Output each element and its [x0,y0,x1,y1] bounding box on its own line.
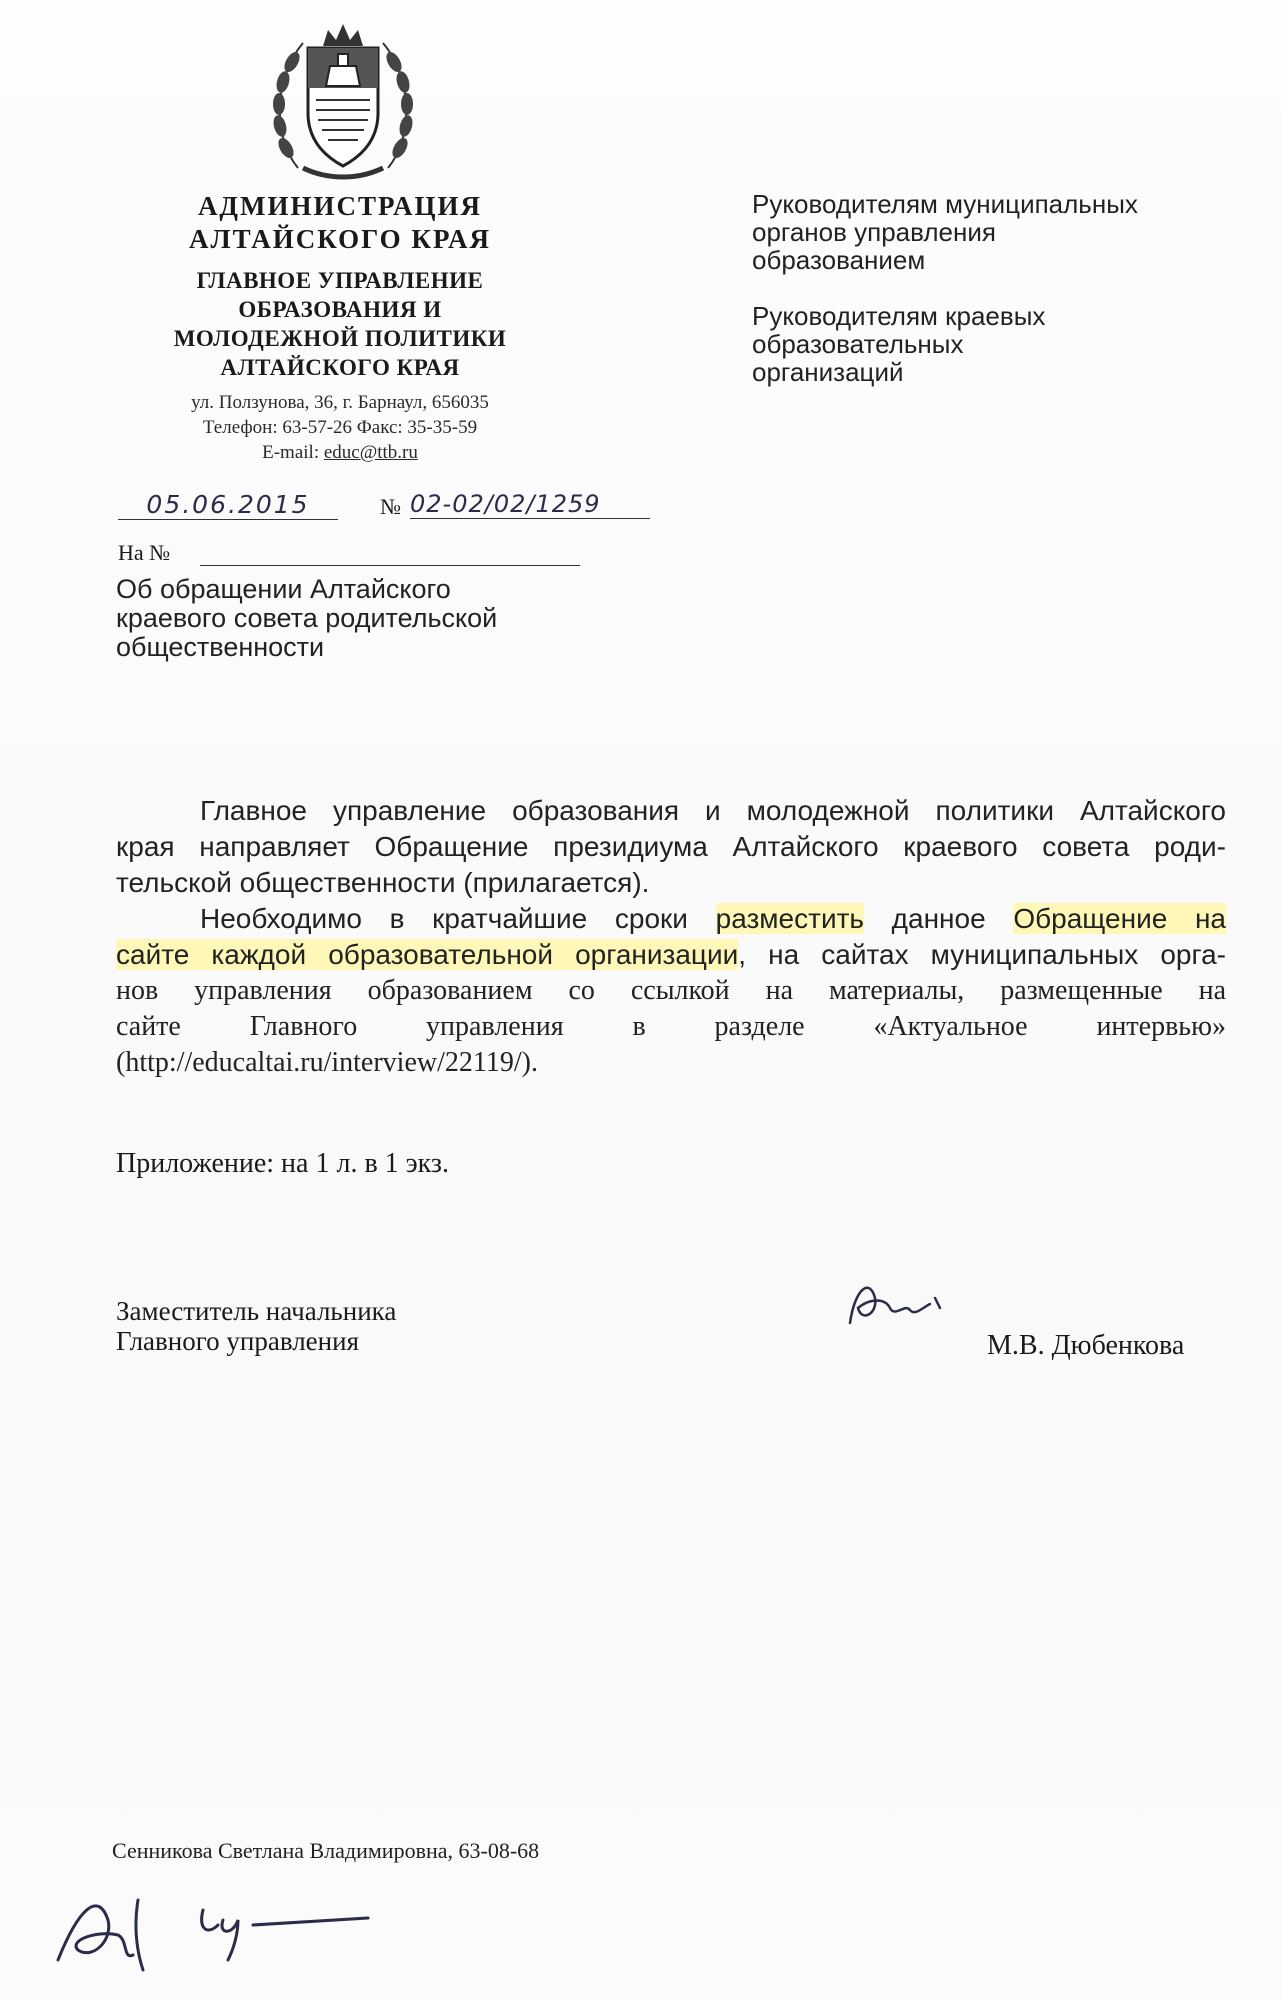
highlighted-text: разместить [715,903,864,934]
text-span: Необходимо в кратчайшие сроки [200,903,716,934]
text-span: , на сайтах муниципальных орга- [738,939,1226,970]
address: ул. Ползунова, 36, г. Барнаул, 656035 [191,392,489,413]
letter-body [116,793,1226,1081]
recipient-line: Руководителям муниципальных [752,189,1138,219]
body-line: (http://educaltai.ru/interview/22119/). [116,1047,538,1078]
department-name-line-4: АЛТАЙСКОГО КРАЯ [220,355,460,380]
handwritten-initials [38,1880,378,1980]
recipient-line: Руководителям краевых [752,301,1046,331]
department-name [100,266,580,382]
org-name [100,190,580,256]
recipient-line: органов управления [752,217,996,247]
appendix-note: Приложение: на 1 л. в 1 экз. [116,1148,449,1179]
email-label: E-mail: [262,442,324,463]
coat-of-arms-icon [268,18,418,188]
recipient-regional [752,302,1252,386]
recipient-line: образовательных [752,329,964,359]
body-line [116,901,1226,937]
email-link[interactable]: educ@ttb.ru [323,442,418,463]
body-line: сайте Главного управления в разделе «Актуальное интервью» [116,1011,1226,1042]
subject-line: общественности [116,632,325,662]
email-line [100,440,580,465]
number-label: № [380,494,401,519]
signatory-title [116,1296,396,1356]
body-line: нов управления образованием со ссылкой на материалы, размещенные на [116,975,1226,1006]
body-line: края направляет Обращение президиума Алтайского краевого совета роди- [116,831,1226,862]
subject [116,575,636,662]
subject-line: краевого совета родительской [116,603,498,633]
subject-line: Об обращении Алтайского [116,574,451,604]
org-name-line-1: АДМИНИСТРАЦИЯ [197,191,483,221]
department-name-line-3: МОЛОДЕЖНОЙ ПОЛИТИКИ [173,326,507,351]
highlighted-text: Обращение на [1013,903,1226,934]
handwritten-signature [840,1268,950,1338]
department-name-line-2: ОБРАЗОВАНИЯ И [238,297,442,322]
body-line: Главное управление образования и молодежной политики Алтайского [200,795,1226,826]
org-name-line-2: АЛТАЙСКОГО КРАЯ [188,224,492,254]
reference-blank-field [200,564,580,566]
reference-label: На № [118,540,171,565]
letterhead [100,190,580,465]
highlighted-text: сайте каждой образовательной организации [116,939,739,970]
phone-fax: Телефон: 63-57-26 Факс: 35-35-59 [202,417,478,438]
recipient-line: организаций [752,357,904,387]
executor-contact: Сенникова Светлана Владимировна, 63-08-68 [112,1838,540,1863]
recipient-line: образованием [752,245,926,275]
reference-line [118,540,578,570]
signatory-title-line: Заместитель начальника [116,1296,397,1326]
text-span: данное [864,903,1014,934]
department-name-line-1: ГЛАВНОЕ УПРАВЛЕНИЕ [196,268,484,293]
registration-line [118,490,648,530]
recipients [752,190,1252,414]
contact-info [100,390,580,465]
body-line: тельской общественности (прилагается). [116,867,650,898]
signatory-title-line: Главного управления [116,1326,359,1356]
signatory-name: М.В. Дюбенкова [987,1330,1185,1361]
document-number: 02-02/02/1259 [410,490,650,519]
recipient-municipal [752,190,1252,274]
document-date: 05.06.2015 [118,490,338,520]
body-line [116,937,1226,973]
